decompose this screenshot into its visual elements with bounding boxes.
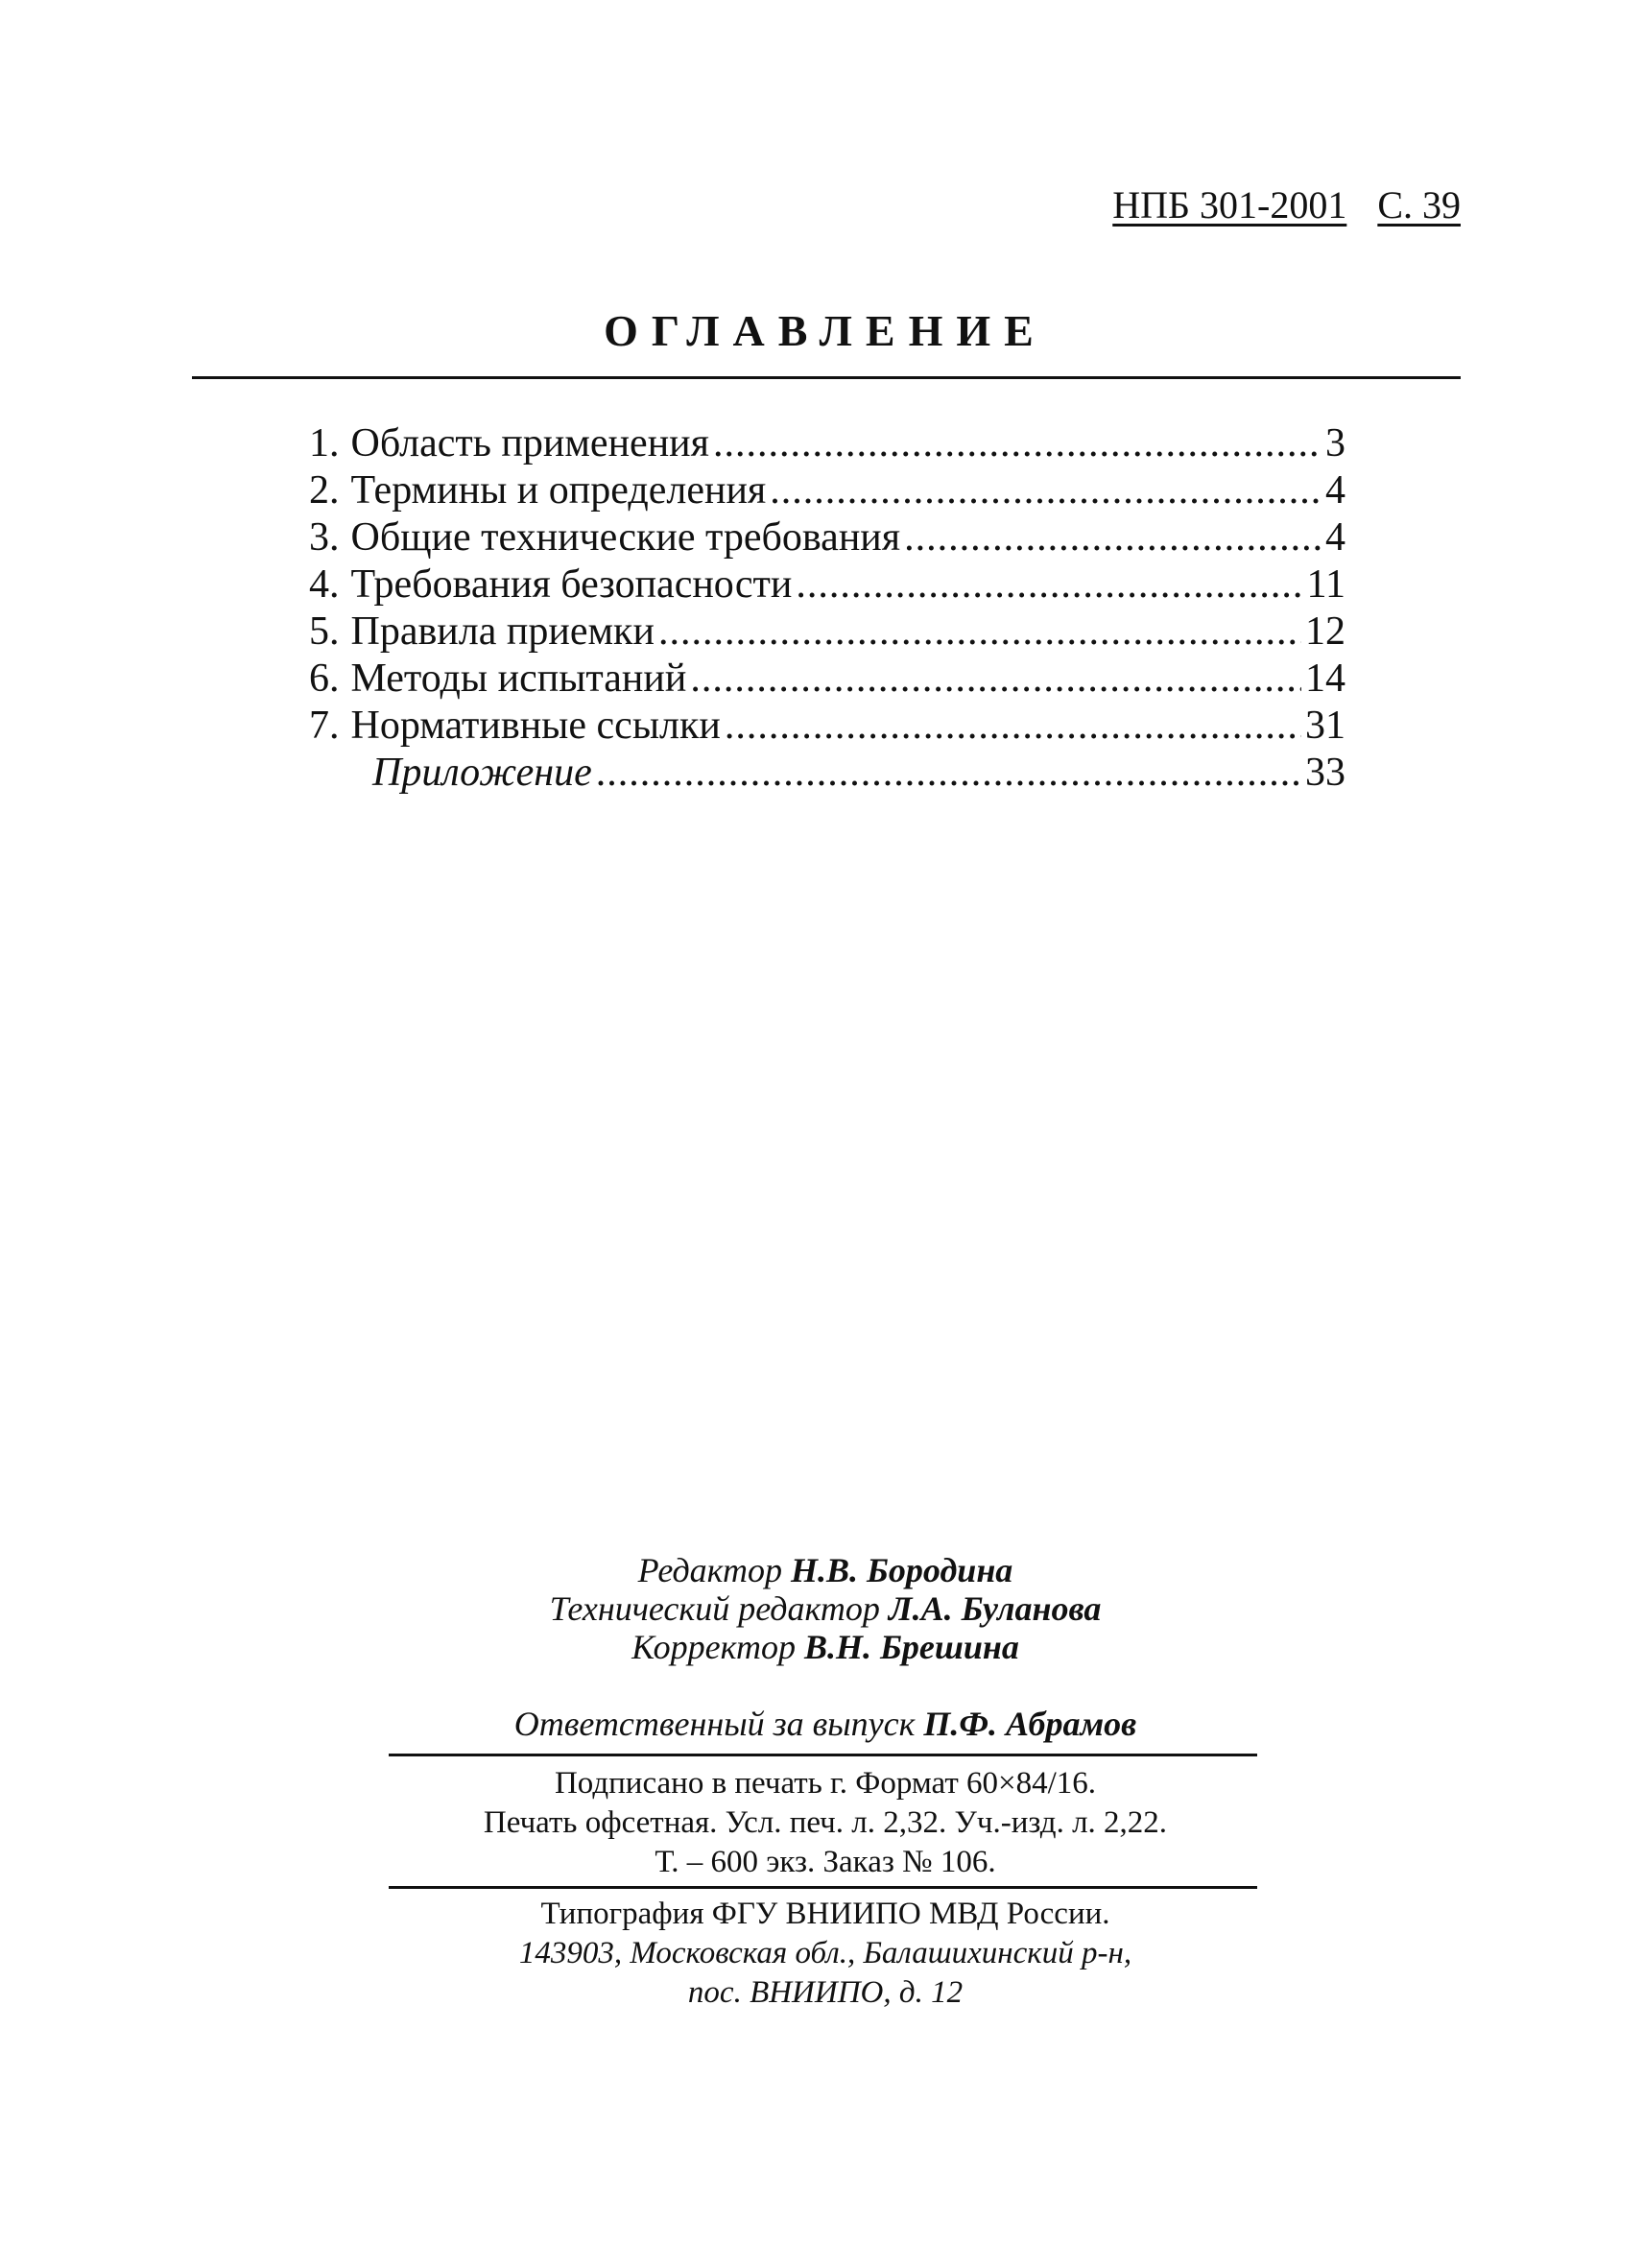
credit-name: В.Н. Брешина [804, 1628, 1019, 1666]
divider-top [192, 376, 1461, 379]
toc-item[interactable] [309, 656, 1345, 703]
toc-item-page: 4 [1325, 515, 1345, 560]
toc-item-label: Нормативные ссылки [350, 704, 721, 748]
toc-item-appendix[interactable] [309, 750, 1345, 797]
page-number: С. 39 [1377, 183, 1461, 227]
toc-item-number: 6. [309, 657, 340, 701]
toc-item-number: 1. [309, 421, 340, 466]
toc-item[interactable] [309, 467, 1345, 514]
credit-name: Л.А. Буланова [888, 1589, 1102, 1628]
credit-tech-editor [393, 1589, 1257, 1628]
table-of-contents [309, 420, 1345, 797]
credit-responsible [393, 1704, 1257, 1744]
page-header [1112, 182, 1461, 227]
toc-item-label: Требования безопасности [350, 562, 793, 607]
print-info-line: Т. – 600 экз. Заказ № 106. [655, 1845, 996, 1879]
toc-item-page: 12 [1305, 609, 1345, 654]
toc-leader-dots [690, 656, 1301, 703]
credits-block [393, 1551, 1257, 1666]
doc-code: НПБ 301-2001 [1112, 183, 1347, 227]
toc-item-page: 11 [1306, 562, 1345, 607]
toc-leader-dots [904, 514, 1322, 561]
toc-appendix-label: Приложение [372, 751, 592, 795]
toc-leader-dots [596, 750, 1301, 797]
divider-credits [389, 1754, 1257, 1756]
printer-name: Типография ФГУ ВНИИПО МВД России. [540, 1897, 1110, 1931]
printer-address-line: пос. ВНИИПО, д. 12 [687, 1975, 964, 2010]
toc-item[interactable] [309, 561, 1345, 609]
credit-role: Технический редактор [549, 1589, 880, 1628]
toc-title: ОГЛАВЛЕНИЕ [604, 306, 1047, 355]
toc-item[interactable] [309, 609, 1345, 656]
toc-item-page: 4 [1325, 468, 1345, 513]
toc-leader-dots [713, 420, 1322, 467]
toc-item-label: Правила приемки [350, 609, 655, 654]
toc-item-page: 3 [1325, 421, 1345, 466]
toc-item-number: 5. [309, 609, 340, 654]
print-info-line: Печать офсетная. Усл. печ. л. 2,32. Уч.-изд. л. 2,22. [483, 1805, 1168, 1840]
toc-item-number: 3. [309, 515, 340, 560]
toc-leader-dots [725, 703, 1301, 750]
toc-leader-dots [796, 561, 1302, 609]
toc-appendix-page: 33 [1305, 751, 1345, 795]
toc-item-page: 31 [1305, 704, 1345, 748]
toc-leader-dots [658, 609, 1301, 656]
credit-role: Редактор [637, 1551, 783, 1589]
credit-corrector [393, 1628, 1257, 1666]
print-info [393, 1764, 1257, 1882]
credit-name: Н.В. Бородина [791, 1551, 1013, 1589]
toc-item[interactable] [309, 703, 1345, 750]
credit-editor [393, 1551, 1257, 1589]
credit-name: П.Ф. Абрамов [923, 1705, 1137, 1743]
printer-address-line: 143903, Московская обл., Балашихинский р-н, [518, 1936, 1132, 1970]
toc-item-number: 2. [309, 468, 340, 513]
toc-item-label: Термины и определения [350, 468, 767, 513]
credit-role: Ответственный за выпуск [513, 1705, 916, 1743]
toc-item-page: 14 [1305, 657, 1345, 701]
toc-item[interactable] [309, 514, 1345, 561]
divider-print-info [389, 1886, 1257, 1889]
credit-role: Корректор [631, 1628, 797, 1666]
toc-item-label: Методы испытаний [350, 657, 687, 701]
toc-item-label: Общие технические требования [350, 515, 901, 560]
toc-item[interactable] [309, 420, 1345, 467]
print-info-line: Подписано в печать г. Формат 60×84/16. [554, 1766, 1097, 1801]
toc-item-label: Область применения [350, 421, 709, 466]
toc-item-number: 4. [309, 562, 340, 607]
toc-item-number: 7. [309, 704, 340, 748]
toc-leader-dots [770, 467, 1322, 514]
printer-info [393, 1895, 1257, 2013]
